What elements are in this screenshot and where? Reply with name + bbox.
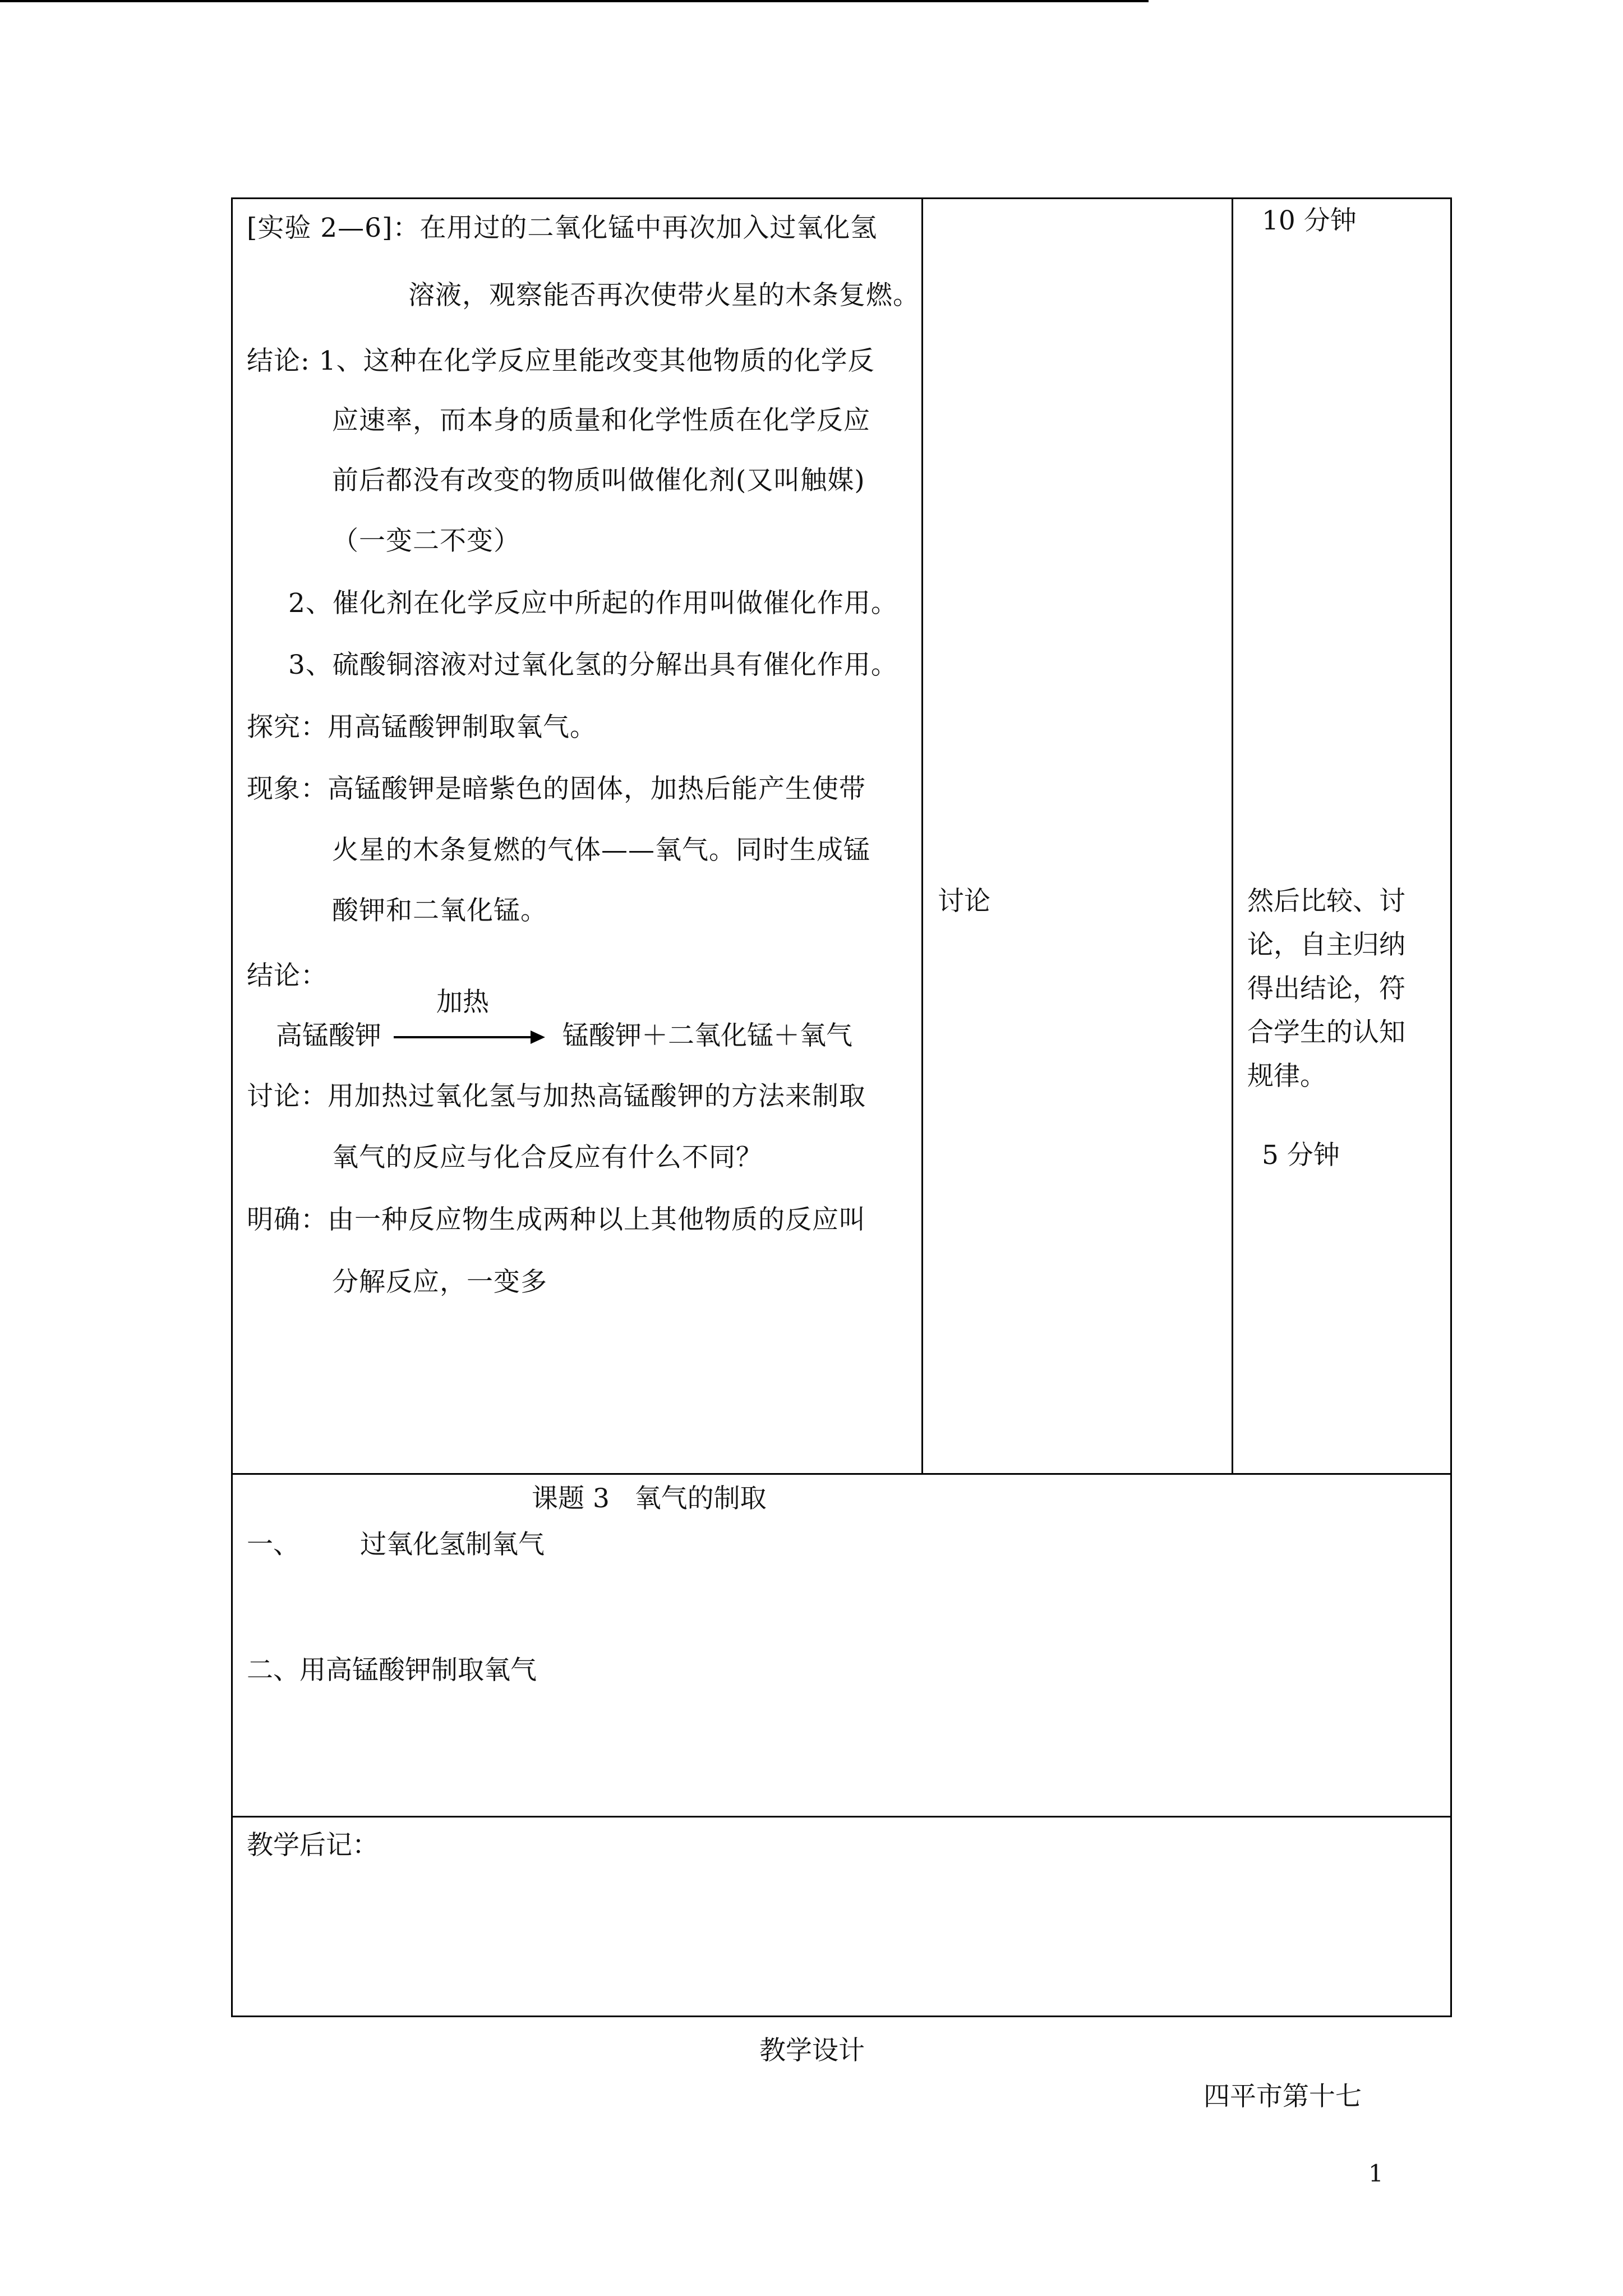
- discussion-line-1: 讨论：用加热过氧化氢与加热高锰酸钾的方法来制取: [247, 1081, 866, 1112]
- phenomenon-line-3: 酸钾和二氧化锰。: [332, 895, 547, 926]
- notes-line-5: 规律。: [1247, 1061, 1326, 1092]
- experiment-line-cont: 溶液，观察能否再次使带火星的木条复燃。: [408, 280, 920, 311]
- experiment-line: [实验 2—6]：在用过的二氧化锰中再次加入过氧化氢: [247, 213, 878, 243]
- reaction-products: 锰酸钾＋二氧化锰＋氧气: [562, 1020, 852, 1051]
- conclusion-line-1: 结论: 1、这种在化学反应里能改变其他物质的化学反: [247, 346, 875, 376]
- conclusion-label: 结论：: [247, 960, 328, 991]
- footer-design-label: 教学设计: [759, 2035, 865, 2066]
- footer-school: 四平市第十七: [1204, 2081, 1362, 2112]
- column-divider-2: [1232, 197, 1233, 1473]
- discussion-line-2: 氧气的反应与化合反应有什么不同？: [332, 1142, 763, 1173]
- clarify-line-2: 分解反应，一变多: [332, 1267, 547, 1297]
- conclusion-point-2: 2、催化剂在化学反应中所起的作用叫做催化作用。: [288, 588, 898, 619]
- row-divider-2: [231, 1816, 1452, 1818]
- reaction-condition: 加热: [436, 987, 489, 1018]
- conclusion-line-4: （一变二不变）: [332, 526, 520, 556]
- conclusion-line-2: 应速率，而本身的质量和化学性质在化学反应: [332, 405, 870, 436]
- reaction-reactant: 高锰酸钾: [276, 1020, 381, 1051]
- notes-line-4: 合学生的认知: [1247, 1017, 1405, 1048]
- board-item-1-text: 过氧化氢制氧气: [360, 1529, 545, 1560]
- phenomenon-line-2: 火星的木条复燃的气体——氧气。同时生成锰: [332, 835, 870, 866]
- explore-line: 探究：用高锰酸钾制取氧气。: [247, 712, 597, 743]
- phenomenon-line-1: 现象：高锰酸钾是暗紫色的固体，加热后能产生使带: [247, 774, 866, 804]
- clarify-line-1: 明确：由一种反应物生成两种以上其他物质的反应叫: [247, 1204, 866, 1235]
- reaction-arrow: [394, 1036, 534, 1038]
- row-divider-1: [231, 1473, 1452, 1475]
- time-10min: 10 分钟: [1262, 205, 1357, 236]
- notes-line-1: 然后比较、讨: [1247, 886, 1405, 917]
- activity-discuss: 讨论: [938, 886, 990, 917]
- board-item-1-number: 一、: [247, 1529, 299, 1560]
- board-title: 课题 3 氧气的制取: [532, 1483, 767, 1514]
- page-number: 1: [1368, 2160, 1384, 2187]
- board-item-2: 二、用高锰酸钾制取氧气: [247, 1655, 537, 1686]
- header-rule: [0, 0, 1149, 2]
- reaction-arrow-head: [531, 1030, 545, 1044]
- notes-line-3: 得出结论，符: [1247, 973, 1405, 1004]
- notes-line-2: 论，自主归纳: [1247, 930, 1405, 960]
- time-5min: 5 分钟: [1262, 1140, 1340, 1171]
- conclusion-line-3: 前后都没有改变的物质叫做催化剂(又叫触媒): [332, 465, 865, 496]
- postscript-label: 教学后记：: [247, 1830, 379, 1861]
- conclusion-point-3: 3、硫酸铜溶液对过氧化氢的分解出具有催化作用。: [288, 650, 898, 680]
- column-divider-1: [921, 197, 923, 1473]
